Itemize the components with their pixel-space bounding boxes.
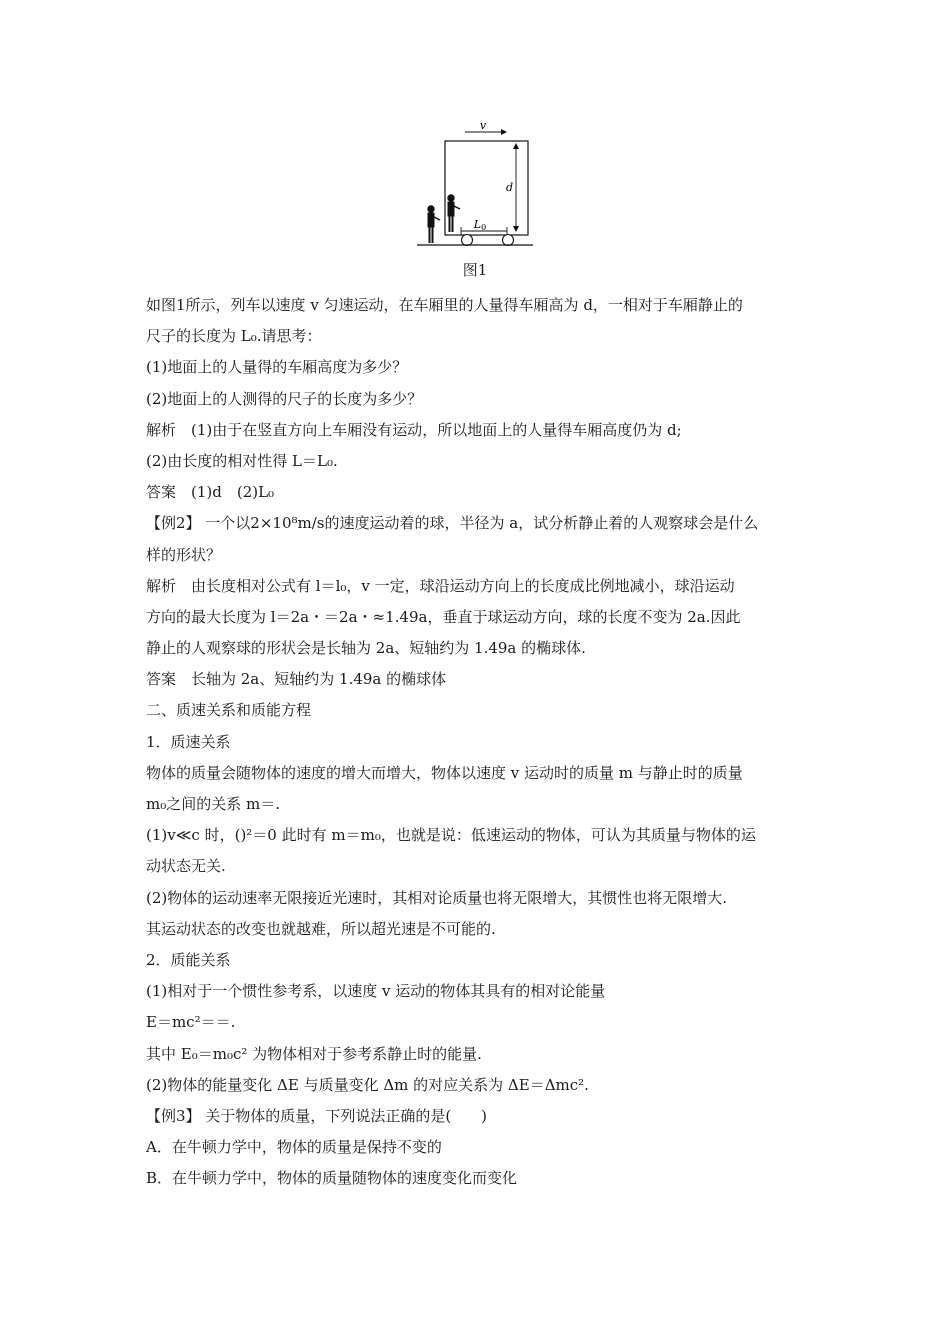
example-3-option-b: B．在牛顿力学中，物体的质量随物体的速度变化而变化 bbox=[146, 1169, 518, 1188]
person-in-car bbox=[448, 195, 460, 232]
mass-energy-line-1: (1)相对于一个惯性参考系，以速度 v 运动的物体其具有的相对论能量 bbox=[146, 982, 606, 1001]
mass-energy-formula: E＝mc²＝＝. bbox=[146, 1013, 236, 1032]
train-car-diagram bbox=[415, 118, 535, 250]
example-3-question: 【例3】 关于物体的质量，下列说法正确的是( ) bbox=[146, 1106, 488, 1125]
answer-line: 答案 (1)d (2)L₀ bbox=[146, 483, 275, 502]
example-2-line-1: 【例2】 一个以2×10⁸m/s的速度运动着的球，半径为 a，试分析静止着的人观察球会是什么 bbox=[146, 514, 759, 533]
question-intro-line-1: 如图1所示，列车以速度 v 匀速运动，在车厢里的人量得车厢高为 d，一相对于车厢静止的 bbox=[146, 296, 743, 314]
rest-energy-line: 其中 E₀＝m₀c² 为物体相对于参考系静止时的能量. bbox=[146, 1044, 482, 1063]
wheel-left bbox=[462, 235, 473, 246]
mass-velocity-point-2-line-1: (2)物体的运动速率无限接近光速时，其相对论质量也将无限增大，其惯性也将无限增大. bbox=[146, 888, 728, 907]
train-car bbox=[445, 141, 528, 235]
example-2-analysis-line-1: 解析 由长度相对公式有 l＝l₀，v 一定，球沿运动方向上的长度成比例地减小，球沿运动 bbox=[146, 576, 735, 595]
example-2-analysis-line-2: 方向的最大长度为 l＝2a・＝2a・≈1.49a，垂直于球运动方向，球的长度不变为 2a.因此 bbox=[146, 607, 741, 626]
analysis-line-2: (2)由长度的相对性得 L＝L₀. bbox=[146, 451, 338, 470]
question-part-2: (2)地面上的人测得的尺子的长度为多少？ bbox=[146, 389, 423, 408]
mass-velocity-line-2: m₀之间的关系 m＝. bbox=[146, 795, 280, 813]
mass-velocity-point-1-line-1: (1)v≪c 时，()²＝0 此时有 m＝m₀，也就是说：低速运动的物体，可认为其质量与物体的运 bbox=[146, 826, 756, 845]
label-d: d bbox=[505, 181, 513, 194]
mass-velocity-line-1: 物体的质量会随物体的速度的增大而增大，物体以速度 v 运动时的质量 m 与静止时的质量 bbox=[146, 763, 743, 782]
train-car-figure bbox=[415, 118, 535, 250]
mass-energy-line-2: (2)物体的能量变化 ΔE 与质量变化 Δm 的对应关系为 ΔE＝Δmc². bbox=[146, 1075, 589, 1094]
example-2-line-2: 样的形状？ bbox=[146, 545, 222, 564]
subsection-heading-1: 1．质速关系 bbox=[146, 732, 231, 751]
label-v: v bbox=[479, 119, 487, 132]
section-heading: 二、质速关系和质能方程 bbox=[146, 701, 312, 720]
height-arrowhead-top bbox=[513, 143, 519, 149]
mass-velocity-point-1-line-2: 动状态无关. bbox=[146, 857, 226, 876]
example-3-option-a: A．在牛顿力学中，物体的质量是保持不变的 bbox=[146, 1138, 442, 1157]
analysis-line-1: 解析 (1)由于在竖直方向上车厢没有运动，所以地面上的人量得车厢高度仍为 d; bbox=[146, 420, 682, 439]
question-part-1: (1)地面上的人量得的车厢高度为多少？ bbox=[146, 358, 408, 377]
subsection-heading-2: 2．质能关系 bbox=[146, 950, 231, 969]
question-intro-line-2: 尺子的长度为 L₀.请思考： bbox=[146, 327, 322, 346]
document-body bbox=[146, 290, 810, 1194]
wheel-right bbox=[503, 235, 514, 246]
example-2-answer: 答案 长轴为 2a、短轴约为 1.49a 的椭球体 bbox=[146, 670, 447, 689]
height-arrowhead-bottom bbox=[513, 226, 519, 232]
label-L0: L0 bbox=[473, 218, 487, 232]
figure-caption: 图1 bbox=[462, 261, 488, 279]
person-on-ground bbox=[428, 206, 440, 243]
mass-velocity-point-2-line-2: 其运动状态的改变也就越难，所以超光速是不可能的. bbox=[146, 919, 496, 938]
example-2-analysis-line-3: 静止的人观察球的形状会是长轴为 2a、短轴约为 1.49a 的椭球体. bbox=[146, 639, 586, 658]
velocity-arrowhead bbox=[501, 129, 507, 135]
